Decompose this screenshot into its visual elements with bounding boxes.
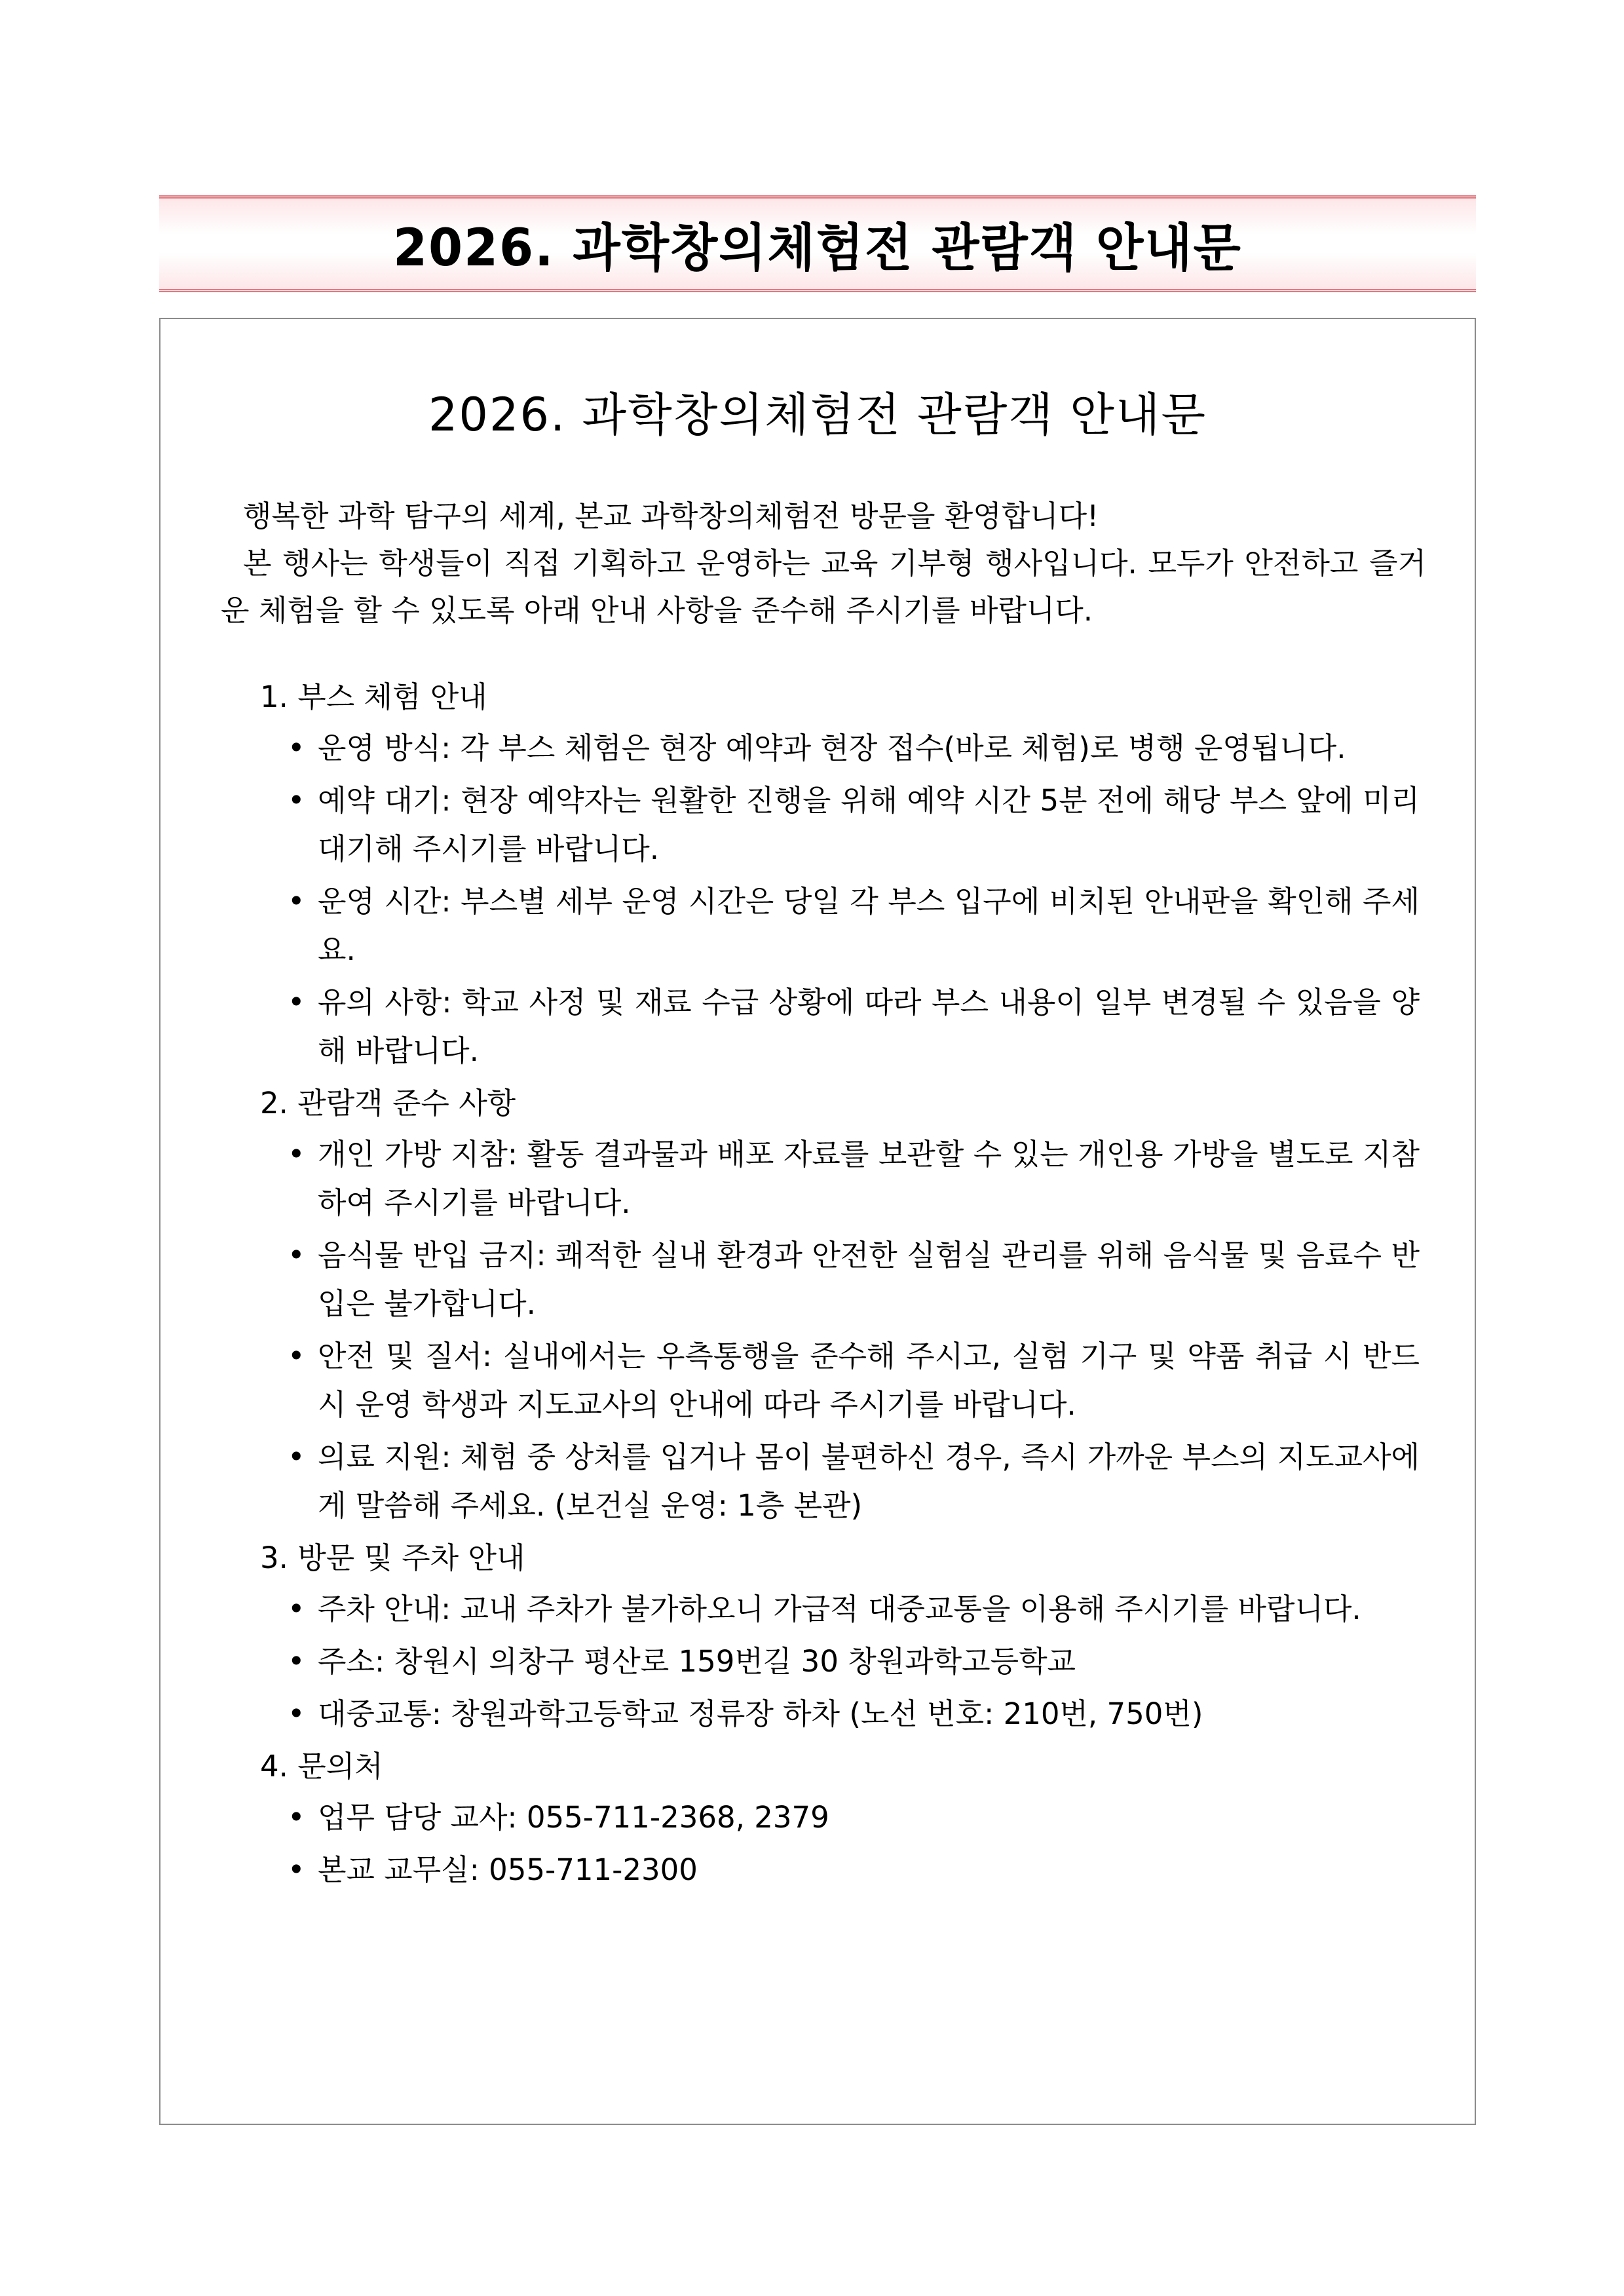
document-title: 2026. 과학창의체험전 관람객 안내문 [428,388,1207,442]
section-heading: 3. 방문 및 주차 안내 [260,1540,525,1575]
list-item [221,1231,1420,1328]
bullet-icon: • [288,884,305,919]
bullet-icon: • [288,1696,305,1731]
bullet-icon: • [288,1339,305,1373]
bullet-icon: • [288,1137,305,1172]
item-text: 예약 대기: 현장 예약자는 원활한 진행을 위해 예약 시간 5분 전에 해당 부스 앞에 미리 대기해 주시기를 바랍니다. [318,783,1420,866]
intro [221,493,1426,634]
intro-paragraph: 행복한 과학 탐구의 세계, 본교 과학창의체험전 방문을 환영합니다! [243,499,1099,533]
section-heading: 2. 관람객 준수 사항 [260,1086,516,1120]
section-heading: 1. 부스 체험 안내 [260,679,487,714]
item-text: 주차 안내: 교내 주차가 불가하오니 가급적 대중교통을 이용해 주시기를 바랍니다. [318,1592,1361,1626]
item-text: 대중교통: 창원과학고등학교 정류장 하차 (노선 번호: 210번, 750번) [318,1696,1203,1731]
item-text: 운영 시간: 부스별 세부 운영 시간은 당일 각 부스 입구에 비치된 안내판을 확인해 주세요. [318,884,1420,967]
item-text: 업무 담당 교사: 055-711-2368, 2379 [318,1800,829,1835]
item-text: 본교 교무실: 055-711-2300 [318,1852,698,1887]
section-boss-experience [221,673,1420,1075]
banner-title: 2026. 과학창의체험전 관람객 안내문 [393,219,1242,278]
bullet-icon: • [288,731,305,765]
section-contact [221,1742,1420,1894]
list-item [221,1637,1420,1686]
section-visitor-rules [221,1079,1420,1530]
list-item [221,1332,1420,1429]
list-item [221,1793,1420,1842]
item-text: 운영 방식: 각 부스 체험은 현장 예약과 현장 접수(바로 체험)로 병행 운영됩니다. [318,731,1346,765]
item-text: 음식물 반입 금지: 쾌적한 실내 환경과 안전한 실험실 관리를 위해 음식물 및 음료수 반입은 불가합니다. [318,1238,1420,1321]
bullet-icon: • [288,783,305,818]
list-item [221,776,1420,873]
list-item [221,1690,1420,1738]
section-heading: 4. 문의처 [260,1749,383,1784]
item-text: 유의 사항: 학교 사정 및 재료 수급 상황에 따라 부스 내용이 일부 변경될 수 있음을 양해 바랍니다. [318,985,1420,1068]
section-visit-parking [221,1534,1420,1738]
item-text: 개인 가방 지참: 활동 결과물과 배포 자료를 보관할 수 있는 개인용 가방을 별도로 지참하여 주시기를 바랍니다. [318,1137,1420,1220]
list-item [221,1130,1420,1227]
sections [221,673,1420,1898]
list-item [221,724,1420,773]
list-item [221,1846,1420,1894]
bullet-icon: • [288,985,305,1020]
bullet-icon: • [288,1852,305,1887]
bullet-icon: • [288,1238,305,1272]
item-text: 의료 지원: 체험 중 상처를 입거나 몸이 불편하신 경우, 즉시 가까운 부스의 지도교사에게 말씀해 주세요. (보건실 운영: 1층 본관) [318,1440,1420,1523]
document-frame [159,318,1476,2125]
bullet-icon: • [288,1440,305,1474]
item-text: 주소: 창원시 의창구 평산로 159번길 30 창원과학고등학교 [318,1644,1076,1679]
list-item [221,978,1420,1075]
bullet-icon: • [288,1592,305,1626]
list-item [221,877,1420,974]
item-text: 안전 및 질서: 실내에서는 우측통행을 준수해 주시고, 실험 기구 및 약품 취급 시 반드시 운영 학생과 지도교사의 안내에 따라 주시기를 바랍니다. [318,1339,1420,1422]
list-item [221,1433,1420,1530]
title-banner [159,195,1476,292]
intro-paragraph: 본 행사는 학생들이 직접 기획하고 운영하는 교육 기부형 행사입니다. 모두가 안전하고 즐거운 체험을 할 수 있도록 아래 안내 사항을 준수해 주시기를 바랍니다. [221,546,1426,628]
bullet-icon: • [288,1800,305,1835]
bullet-icon: • [288,1644,305,1679]
list-item [221,1585,1420,1634]
